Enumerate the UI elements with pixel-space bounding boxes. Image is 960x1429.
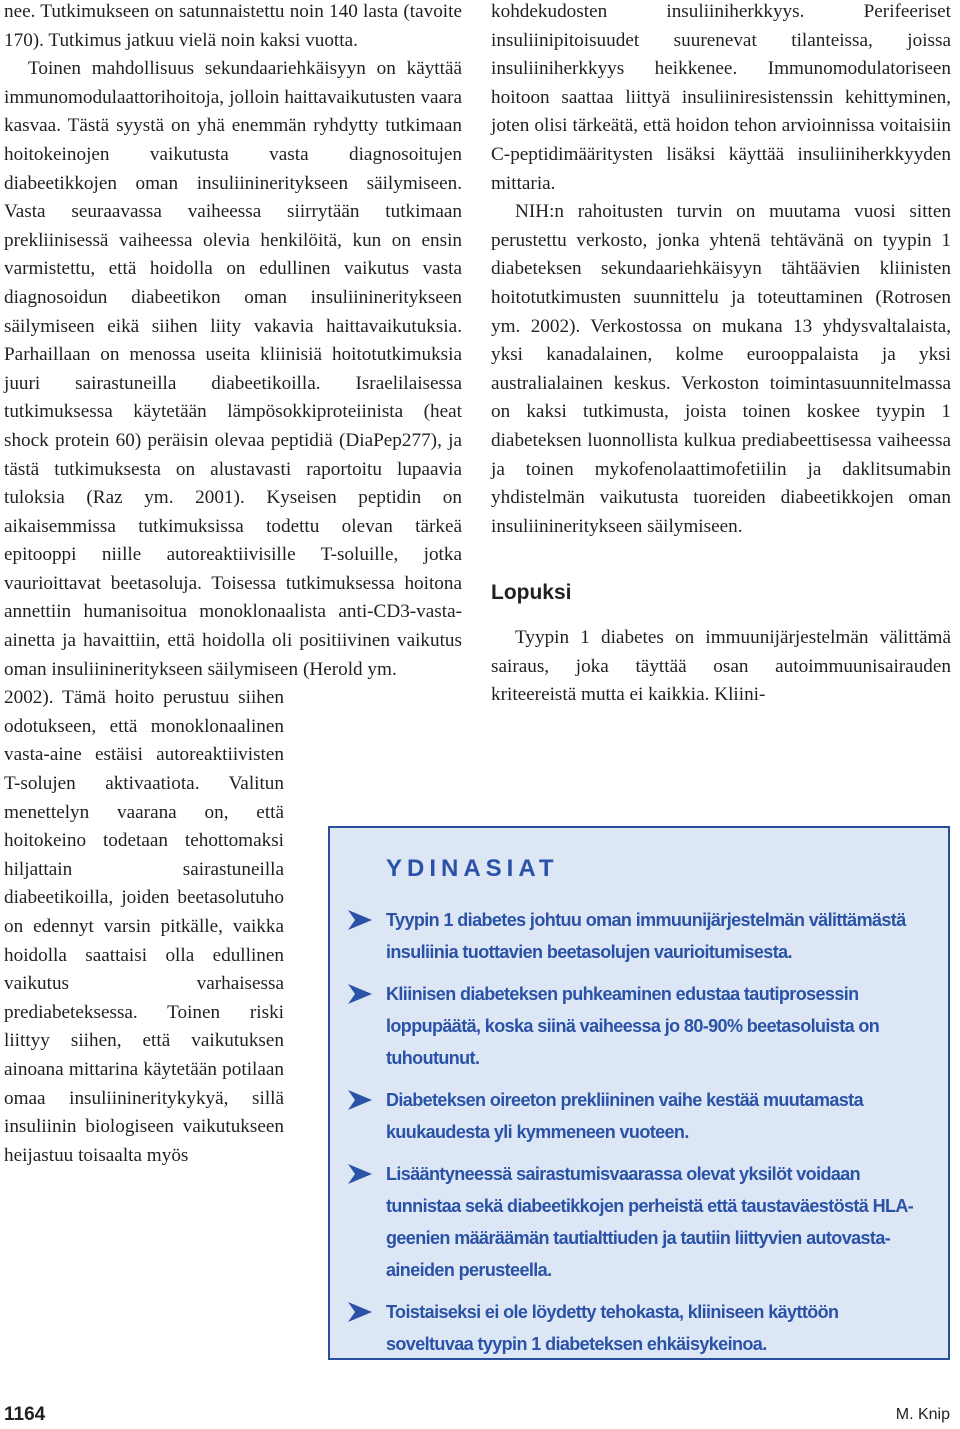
key-point-item bbox=[386, 978, 928, 1074]
arrow-bullet-icon bbox=[348, 910, 372, 930]
key-point-text: Tyypin 1 diabetes johtuu oman immuunijärjestelmän välittämästä insuliinia tuottavien beetasolujen vaurioitumisesta. bbox=[386, 910, 906, 962]
key-point-item bbox=[386, 904, 928, 968]
left-paragraph-1: nee. Tutkimukseen on satunnaistettu noin 140 lasta (tavoite 170). Tutkimus jatkuu vielä noin kaksi vuotta. bbox=[4, 1, 462, 51]
left-paragraph-2: Toinen mahdollisuus sekundaariehkäisyyn on käyttää immunomodulaattorihoitoja, jolloin haittavaikutusten vaara kasvaa. Tästä syystä on yhä enemmän ryhdytty tutkimaan hoitokeinojen vaikutusta vasta diagnosoitujen diabeetikkojen oman insuliinineritykseen säilymiseen. Vasta seuraavassa vaiheessa siirrytään tutkimaan prekliinisessä vaiheessa olevia henkilöitä, kun on ensin varmistettu, että hoidolla on edullinen vaikutus vasta diagnosoidun diabeetikon oman insuliinineritykseen säilymiseen eikä siihen liity vakavia haittavaikutuksia. Parhaillaan on menossa useita kliinisiä hoitotutkimuksia juuri sairastuneilla diabeetikoilla. Israelilaisessa tutkimuksessa käytetään lämpösokkiproteiinista (heat shock protein 60) peräisin olevaa peptidiä (DiaPep277), ja tästä tutkimuksesta on alustavasti raportoitu lupaavia tuloksia (Raz ym. 2001). Kyseisen peptidin on aikaisemmissa tutkimuksissa todettu olevan tärkeä epitooppi niille autoreaktiivisille T-soluille, jotka vaurioittavat beetasoluja. Toisessa tutkimuksessa hoitona annettiin humanisoitua monoklonaalista anti-CD3-vasta-ainetta ja havaittiin, että hoidolla oli positiivinen vaikutus oman insuliinineritykseen säilymiseen (Herold ym. bbox=[4, 58, 462, 680]
section-heading-lopuksi: Lopuksi bbox=[491, 581, 572, 605]
arrow-bullet-icon bbox=[348, 984, 372, 1004]
author-name: M. Knip bbox=[895, 1406, 950, 1423]
arrow-bullet-icon bbox=[348, 1164, 372, 1184]
right-paragraph-1: kohdekudosten insuliiniherkkyys. Perifeeriset insuliinipitoisuudet suurenevat tilanteissa, joissa insuliiniherkkyys heikkenee. Immunomodulatoriseen hoitoon saattaa liittyä insuliiniresistenssin kehittyminen, joten olisi tärkeätä, että hoidon tehon arvioinnissa voitaisiin C-peptidimääritysten lisäksi käyttää insuliiniherkkyyden mittaria. bbox=[491, 1, 951, 194]
right-paragraph-2: NIH:n rahoitusten turvin on muutama vuosi sitten perustettu verkosto, jonka yhtenä tehtävänä on tyypin 1 diabeteksen sekundaariehkäisyyn tähtäävien kliinisten hoitotutkimusten suunnittelu ja toteuttaminen (Rotrosen ym. 2002). Verkostossa on mukana 13 yhdysvaltalaista, yksi kanadalainen, kolme eurooppalaista ja yksi australialainen keskus. Verkoston toimintasuunnitelmassa on kaksi tutkimusta, joista toinen koskee tyypin 1 diabeteksen luonnollista kulkua prediabeettisessa vaiheessa ja toinen mykofenolaattimofetiilin ja daklitsumabin yhdistelmän vaikutusta tuoreiden diabeetikkojen oman insuliinineritykseen säilymiseen. bbox=[491, 201, 951, 537]
key-point-text: Diabeteksen oireeton prekliininen vaihe kestää muutamasta kuukaudesta yli kymmeneen vuoteen. bbox=[386, 1090, 863, 1142]
arrow-bullet-icon bbox=[348, 1302, 372, 1322]
key-point-item bbox=[386, 1158, 928, 1286]
arrow-bullet-icon bbox=[348, 1090, 372, 1110]
key-point-item bbox=[386, 1296, 928, 1360]
key-point-text: Kliinisen diabeteksen puhkeaminen edustaa tautiprosessin loppupäätä, koska siinä vaiheessa jo 80-90% beetasoluista on tuhoutunut. bbox=[386, 984, 880, 1068]
key-point-item bbox=[386, 1084, 928, 1148]
key-point-text: Lisääntyneessä sairastumisvaarassa olevat yksilöt voidaan tunnistaa sekä diabeetikkojen perheistä että taustaväestöstä HLA-geenien määräämän tautialttiuden ja tautiin liittyvien autovasta-aineiden perusteella. bbox=[386, 1164, 914, 1280]
right-paragraph-3: Tyypin 1 diabetes on immuunijärjestelmän välittämä sairaus, joka täyttää osan autoimmuunisairauden kriteereistä mutta ei kaikkia. Kliini- bbox=[491, 627, 951, 706]
right-text-column bbox=[491, 0, 951, 710]
key-points-title: YDINASIAT bbox=[386, 855, 559, 882]
left-paragraph-2-continued: 2002). Tämä hoito perustuu siihen odotukseen, että monoklonaalinen vasta-aine estäisi autoreaktiivisten T-solujen aktivaatiota. Valitun menettelyn vaarana on, että hoitokeino todetaan tehottomaksi hiljattain sairastuneilla diabeetikoilla, joiden beetasolutuho on edennyt varsin pitkälle, vaikka hoidolla saattaisi olla edullinen vaikutus varhaisessa prediabeteksessa. Toinen riski liittyy siihen, että vaikutuksen ainoana mittarina käytetään potilaan omaa insuliinineritykykyä, sillä insuliinin biologiseen vaikutukseen heijastuu toisaalta myös bbox=[4, 687, 284, 1166]
key-points-box bbox=[328, 826, 950, 1360]
page-number: 1164 bbox=[4, 1404, 46, 1425]
key-point-text: Toistaiseksi ei ole löydetty tehokasta, kliiniseen käyttöön soveltuvaa tyypin 1 diabeteksen ehkäisykeinoa. bbox=[386, 1302, 839, 1354]
